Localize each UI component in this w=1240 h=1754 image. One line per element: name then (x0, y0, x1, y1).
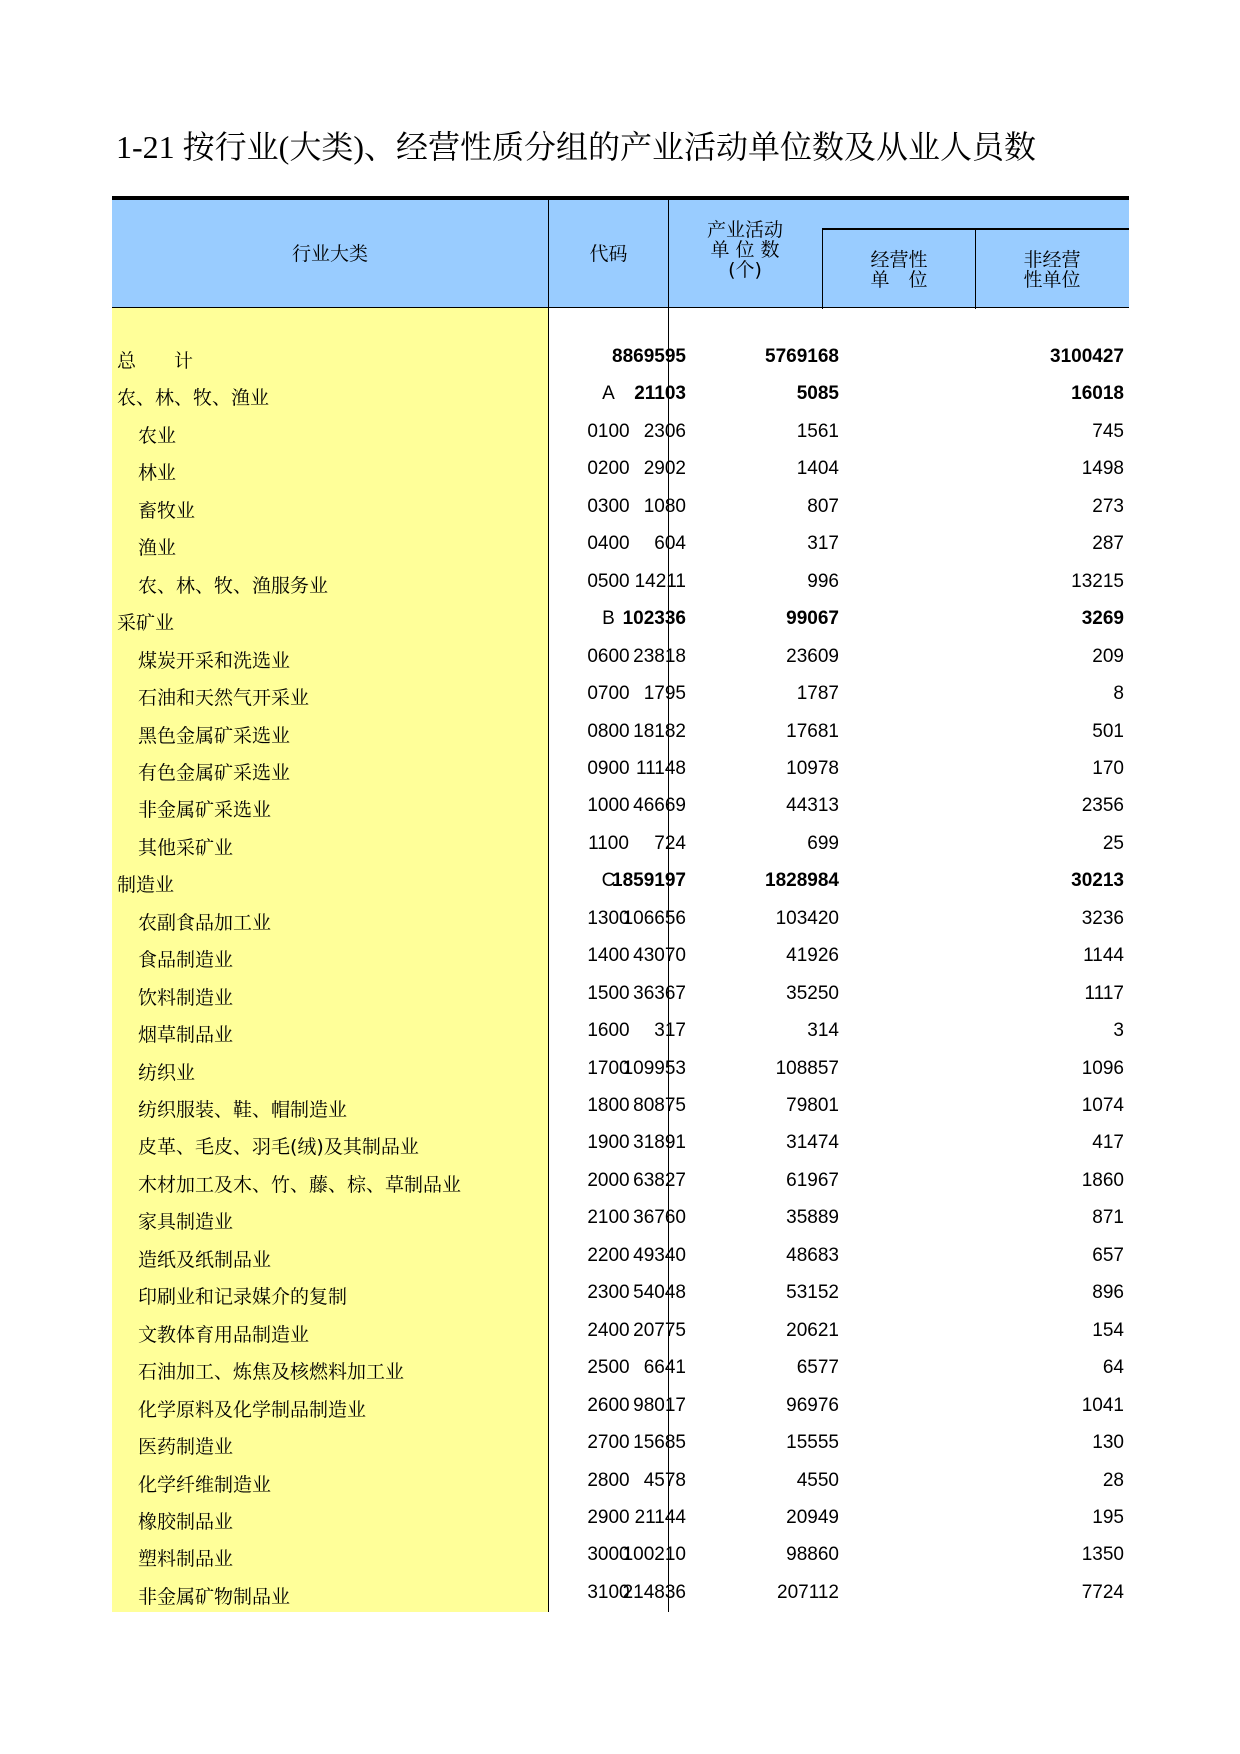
industry-name: 其他采矿业 (138, 836, 234, 859)
industry-name: 黑色金属矿采选业 (138, 724, 291, 747)
non-operating-units: 273 (1092, 495, 1124, 517)
operating-units: 53152 (786, 1282, 839, 1304)
header-industry: 行业大类 (112, 200, 549, 308)
non-operating-units: 195 (1092, 1506, 1124, 1528)
operating-units: 15555 (786, 1432, 839, 1454)
table-row (112, 862, 1129, 899)
industry-code: 1800 (587, 1095, 630, 1116)
industry-name: 非金属矿采选业 (138, 799, 272, 822)
total-units: 604 (654, 533, 686, 555)
total-units: 2902 (643, 458, 686, 480)
industry-name: 煤炭开采和洗选业 (138, 649, 291, 672)
table-row (112, 1424, 1129, 1461)
industry-name: 家具制造业 (138, 1211, 234, 1234)
total-units: 21144 (634, 1506, 686, 1528)
operating-units: 103420 (775, 907, 839, 929)
industry-code: 0700 (587, 683, 630, 705)
industry-code: C (601, 870, 616, 892)
table-row (112, 1012, 1129, 1049)
operating-units: 1404 (796, 458, 839, 480)
non-operating-units: 287 (1092, 533, 1124, 555)
non-operating-units: 25 (1102, 832, 1124, 854)
operating-units: 20949 (786, 1506, 839, 1528)
total-units: 31891 (633, 1132, 686, 1154)
total-units: 6641 (643, 1357, 686, 1379)
industry-name: 印刷业和记录媒介的复制 (138, 1286, 348, 1309)
industry-code: 1100 (588, 832, 629, 854)
industry-name: 石油加工、炼焦及核燃料加工业 (138, 1361, 405, 1384)
industry-name: 烟草制品业 (138, 1024, 234, 1047)
total-units: 2306 (643, 420, 686, 442)
table-row (112, 1050, 1129, 1087)
header-operating-line2: 单 位 (870, 268, 928, 291)
total-units: 20775 (633, 1319, 686, 1341)
table-row (112, 937, 1129, 974)
total-units: 80875 (633, 1095, 686, 1116)
industry-code: 1600 (587, 1020, 630, 1042)
industry-name: 橡胶制品业 (138, 1510, 234, 1533)
industry-name: 文教体育用品制造业 (138, 1323, 310, 1346)
industry-code: 0800 (587, 720, 630, 742)
non-operating-units: 3 (1113, 1020, 1124, 1042)
table-row (112, 1536, 1129, 1573)
non-operating-units: 154 (1092, 1319, 1124, 1341)
operating-units: 98860 (786, 1544, 839, 1566)
total-units: 98017 (633, 1394, 686, 1416)
industry-name: 农、林、牧、渔服务业 (138, 574, 329, 597)
table-row (112, 338, 1129, 375)
industry-name: 纺织服装、鞋、帽制造业 (138, 1099, 348, 1121)
table-row (112, 825, 1129, 862)
operating-units: 314 (807, 1020, 839, 1042)
industry-name: 总 计 (117, 350, 194, 372)
non-operating-units: 3100427 (1050, 346, 1124, 367)
industry-name: 木材加工及木、竹、藤、棕、草制品业 (138, 1173, 462, 1196)
total-units: 54048 (633, 1282, 686, 1304)
total-units: 1859197 (612, 870, 686, 892)
table-row (112, 563, 1129, 600)
industry-code: 0600 (587, 645, 630, 667)
industry-code: 0500 (587, 570, 630, 592)
non-operating-units: 3269 (1081, 608, 1124, 630)
non-operating-units: 13215 (1071, 570, 1124, 592)
non-operating-units: 7724 (1081, 1581, 1124, 1603)
table-row (112, 1312, 1129, 1349)
total-units: 36760 (633, 1207, 686, 1229)
non-operating-units: 871 (1092, 1207, 1124, 1229)
industry-name: 林业 (138, 462, 177, 485)
non-operating-units: 1117 (1084, 982, 1124, 1004)
non-operating-units: 1498 (1081, 458, 1124, 480)
header-nonop-line1: 非经营 (1023, 248, 1081, 271)
total-units: 724 (654, 832, 686, 854)
industry-code: 2300 (587, 1282, 630, 1304)
operating-units: 20621 (786, 1319, 839, 1341)
non-operating-units: 501 (1092, 720, 1124, 742)
non-operating-units: 64 (1102, 1357, 1124, 1379)
industry-name: 农业 (138, 424, 177, 447)
industry-name: 饮料制造业 (138, 986, 234, 1009)
total-units: 4578 (643, 1469, 686, 1491)
industry-name: 采矿业 (117, 612, 175, 635)
operating-units: 1561 (796, 420, 839, 442)
table-row (112, 1162, 1129, 1199)
operating-units: 96976 (786, 1394, 839, 1416)
total-units: 100210 (622, 1544, 686, 1566)
industry-name: 有色金属矿采选业 (138, 761, 291, 784)
industry-code: B (602, 608, 615, 630)
industry-code: 2800 (587, 1469, 630, 1491)
industry-code: 1700 (587, 1057, 630, 1079)
table-row (112, 975, 1129, 1012)
non-operating-units: 417 (1092, 1132, 1124, 1154)
table-row (112, 375, 1129, 412)
industry-name: 非金属矿物制品业 (138, 1585, 291, 1608)
table-row (112, 787, 1129, 824)
total-units: 18182 (633, 720, 686, 742)
non-operating-units: 3236 (1081, 907, 1124, 929)
total-units: 36367 (633, 982, 686, 1004)
operating-units: 31474 (786, 1132, 839, 1154)
operating-units: 79801 (786, 1095, 839, 1116)
industry-name: 皮革、毛皮、羽毛(绒)及其制品业 (138, 1136, 419, 1159)
operating-units: 1828984 (765, 870, 839, 892)
non-operating-units: 1350 (1081, 1544, 1124, 1566)
header-non-operating (975, 228, 1129, 309)
operating-units: 6577 (796, 1357, 839, 1379)
operating-units: 35250 (786, 982, 839, 1004)
header-nonop-line2: 性单位 (1023, 268, 1081, 291)
industry-code: 3100 (587, 1581, 630, 1603)
non-operating-units: 1074 (1081, 1095, 1124, 1116)
non-operating-units: 657 (1092, 1244, 1124, 1266)
industry-code: 2200 (587, 1244, 630, 1266)
non-operating-units: 2356 (1081, 795, 1124, 817)
table-row (112, 750, 1129, 787)
table-row (112, 450, 1129, 487)
operating-units: 108857 (775, 1057, 839, 1079)
total-units: 11148 (635, 757, 686, 779)
industry-name: 农副食品加工业 (138, 911, 272, 934)
industry-code: 0900 (587, 757, 630, 779)
industry-code: 2100 (587, 1207, 630, 1229)
non-operating-units: 130 (1092, 1432, 1124, 1454)
table-row (112, 1349, 1129, 1386)
operating-units: 99067 (786, 608, 839, 630)
total-units: 14211 (634, 570, 686, 592)
operating-units: 317 (807, 533, 839, 555)
operating-units: 5769168 (765, 346, 839, 367)
header-units-line1: 产业活动 (706, 219, 783, 241)
table-row (112, 638, 1129, 675)
industry-name: 塑料制品业 (138, 1548, 234, 1571)
operating-units: 4550 (796, 1469, 839, 1491)
industry-name: 食品制造业 (138, 949, 234, 972)
non-operating-units: 8 (1113, 683, 1124, 705)
industry-code: A (602, 383, 615, 405)
non-operating-units: 1041 (1081, 1394, 1124, 1416)
total-units: 102336 (622, 608, 686, 630)
industry-name: 纺织业 (138, 1061, 196, 1084)
table-row (112, 1387, 1129, 1424)
industry-code: 1300 (587, 907, 630, 929)
industry-name: 石油和天然气开采业 (138, 687, 310, 710)
non-operating-units: 170 (1092, 757, 1124, 779)
header-units-group (669, 200, 1129, 308)
industry-name: 制造业 (117, 874, 175, 897)
table-body (112, 308, 1129, 1612)
industry-code: 0200 (587, 458, 630, 480)
industry-code: 2700 (587, 1432, 630, 1454)
table-row (112, 1199, 1129, 1236)
operating-units: 807 (807, 495, 839, 517)
table-row (112, 413, 1129, 450)
table-row (112, 1462, 1129, 1499)
table-row (112, 713, 1129, 750)
table-row (112, 1274, 1129, 1311)
industry-code: 2500 (587, 1357, 630, 1379)
header-units (669, 220, 821, 280)
total-units: 46669 (633, 795, 686, 817)
industry-code: 2000 (587, 1169, 630, 1191)
header-operating-line1: 经营性 (870, 248, 928, 271)
industry-name: 医药制造业 (138, 1436, 234, 1459)
industry-name: 畜牧业 (138, 499, 196, 522)
industry-code: 0100 (587, 420, 630, 442)
non-operating-units: 745 (1092, 420, 1124, 442)
operating-units: 5085 (796, 383, 839, 405)
non-operating-units: 1144 (1083, 945, 1124, 967)
industry-code: 2600 (587, 1394, 630, 1416)
operating-units: 23609 (786, 645, 839, 667)
industry-code: 0300 (587, 495, 630, 517)
industry-name: 农、林、牧、渔业 (117, 387, 270, 410)
industry-code: 1900 (587, 1132, 630, 1154)
total-units: 1080 (643, 495, 686, 517)
industry-code: 1000 (587, 795, 630, 817)
operating-units: 35889 (786, 1207, 839, 1229)
non-operating-units: 1860 (1081, 1169, 1124, 1191)
page-title: 1-21 按行业(大类)、经营性质分组的产业活动单位数及从业人员数 (116, 129, 1036, 165)
operating-units: 996 (807, 570, 839, 592)
non-operating-units: 30213 (1071, 870, 1124, 892)
total-units: 106656 (622, 907, 686, 929)
operating-units: 10978 (786, 757, 839, 779)
industry-code: 1400 (587, 945, 630, 967)
operating-units: 61967 (786, 1169, 839, 1191)
industry-name: 渔业 (138, 537, 177, 560)
operating-units: 207112 (777, 1581, 839, 1603)
table-row (112, 675, 1129, 712)
total-units: 21103 (634, 383, 686, 405)
total-units: 15685 (633, 1432, 686, 1454)
total-units: 109953 (622, 1057, 686, 1079)
industry-code: 3000 (587, 1544, 630, 1566)
total-units: 23818 (633, 645, 686, 667)
non-operating-units: 16018 (1071, 383, 1124, 405)
total-units: 317 (654, 1020, 686, 1042)
operating-units: 41926 (786, 945, 839, 967)
industry-code: 0400 (587, 533, 630, 555)
operating-units: 17681 (786, 720, 839, 742)
total-units: 63827 (633, 1169, 686, 1191)
operating-units: 44313 (786, 795, 839, 817)
operating-units: 1787 (796, 683, 839, 705)
total-units: 8869595 (612, 346, 686, 367)
header-units-line2: 单 位 数 (710, 239, 780, 261)
total-units: 43070 (633, 945, 686, 967)
operating-units: 699 (807, 832, 839, 854)
header-units-line3: (个) (728, 259, 762, 281)
header-code: 代码 (549, 200, 669, 308)
table-row (112, 488, 1129, 525)
total-units: 1795 (643, 683, 686, 705)
table-row (112, 525, 1129, 562)
industry-code: 2900 (587, 1506, 630, 1528)
industry-name: 化学原料及化学制品制造业 (138, 1398, 367, 1421)
header-operating (822, 228, 976, 309)
non-operating-units: 1096 (1081, 1057, 1124, 1079)
table-row (112, 1087, 1129, 1124)
table-row (112, 600, 1129, 637)
table-row (112, 1237, 1129, 1274)
table-row (112, 1124, 1129, 1161)
non-operating-units: 28 (1102, 1469, 1124, 1491)
non-operating-units: 209 (1092, 645, 1124, 667)
table-row (112, 1574, 1129, 1611)
operating-units: 48683 (786, 1244, 839, 1266)
non-operating-units: 896 (1092, 1282, 1124, 1304)
total-units: 49340 (633, 1244, 686, 1266)
table-row (112, 900, 1129, 937)
total-units: 214836 (622, 1581, 686, 1603)
industry-name: 造纸及纸制品业 (138, 1248, 272, 1271)
table-row (112, 1499, 1129, 1536)
industry-code: 2400 (587, 1319, 630, 1341)
industry-name: 化学纤维制造业 (138, 1473, 272, 1496)
industry-code: 1500 (587, 982, 630, 1004)
